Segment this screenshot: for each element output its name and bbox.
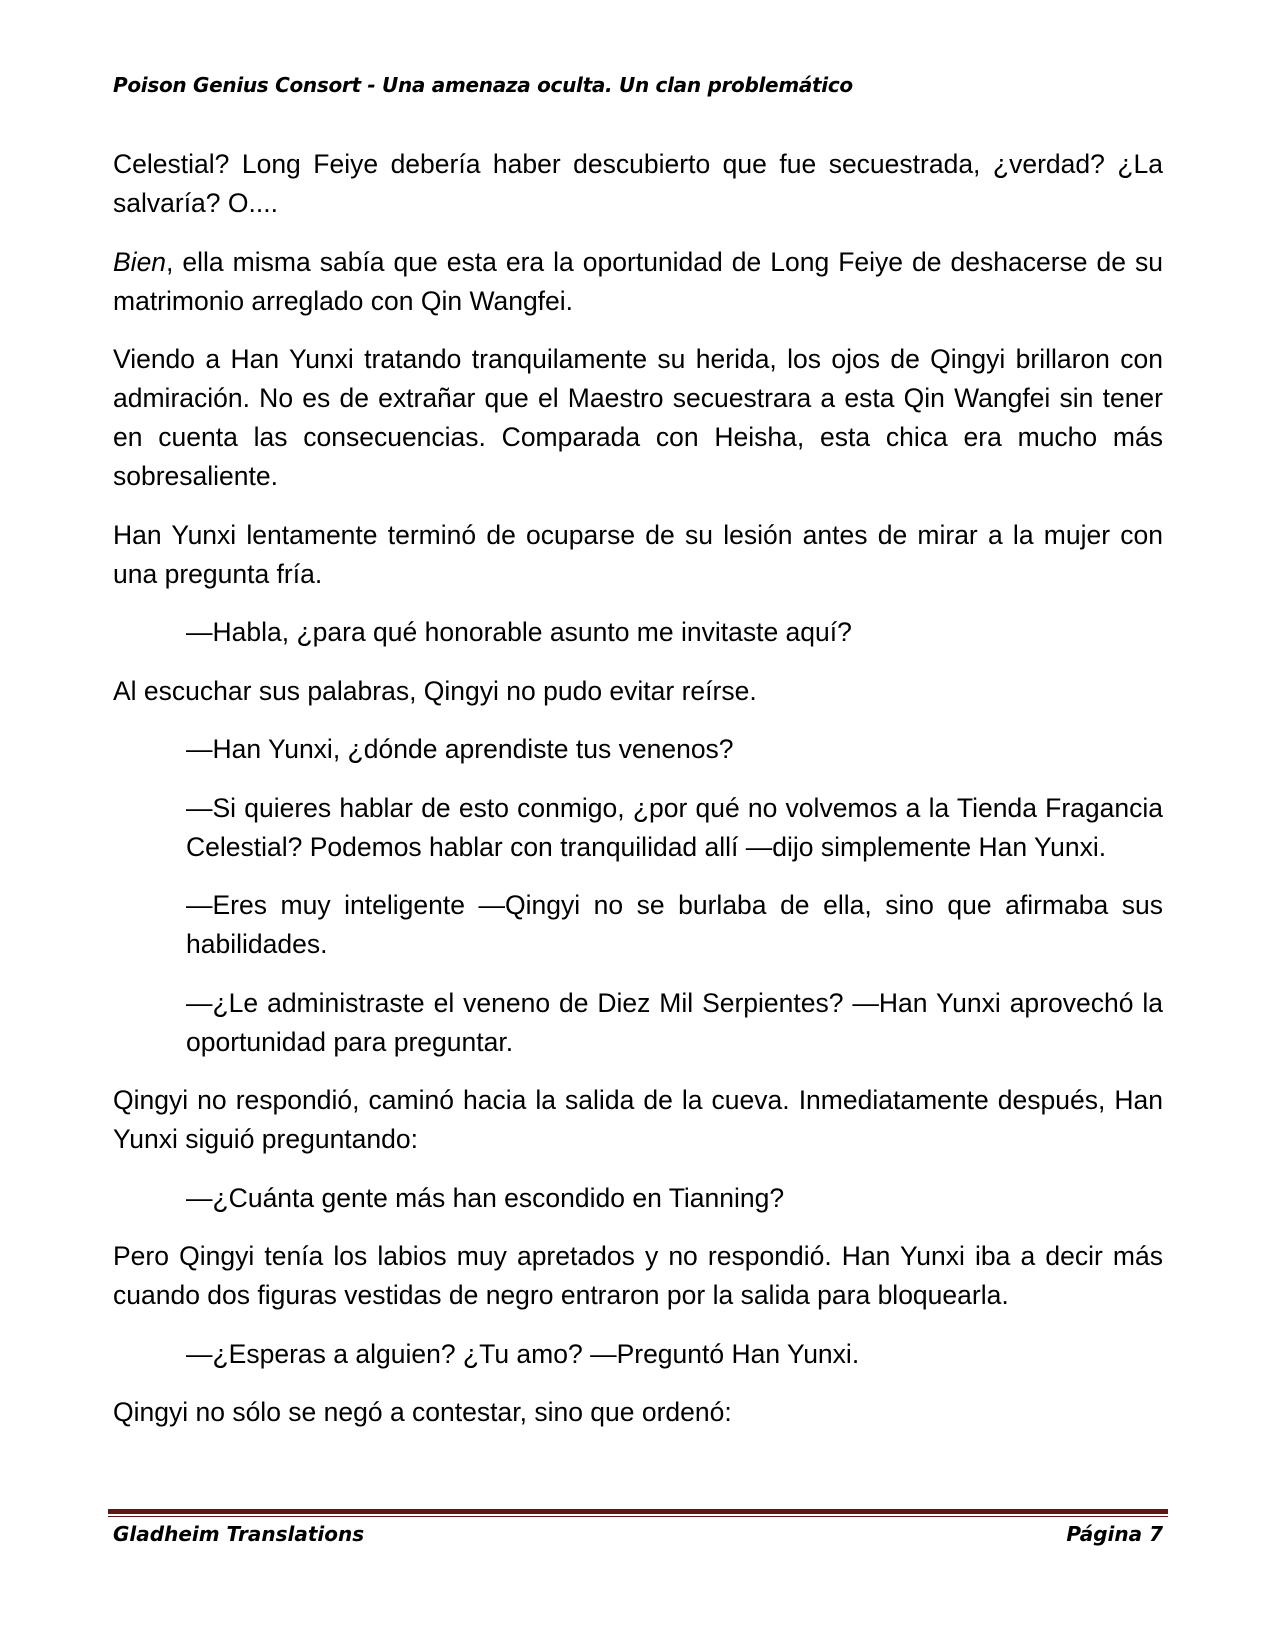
page-number: Página 7 <box>1066 1522 1163 1546</box>
dialogue-line: —Han Yunxi, ¿dónde aprendiste tus venenos? <box>186 734 734 764</box>
document-body <box>113 145 1163 1452</box>
paragraph-text: , ella misma sabía que esta era la oportunidad de Long Feiye de deshacerse de su matrimonio arreglado con Qin Wangfei. <box>113 246 1163 316</box>
dialogue-line: —¿Cuánta gente más han escondido en Tianning? <box>186 1182 785 1213</box>
footer-divider <box>108 1509 1168 1517</box>
footer-divider-thin <box>108 1516 1168 1517</box>
dialogue-line: —Habla, ¿para qué honorable asunto me invitaste aquí? <box>186 617 852 647</box>
paragraph: Qingyi no sólo se negó a contestar, sino que ordenó: <box>113 1397 732 1427</box>
dialogue-line: —Si quieres hablar de esto conmigo, ¿por qué no volvemos a la Tienda Fragancia Celestial? Podemos hablar con tranquilidad allí —dijo simplemente Han Yunxi. <box>186 792 1163 862</box>
footer-publisher: Gladheim Translations <box>113 1522 365 1546</box>
dialogue-line: —Eres muy inteligente —Qingyi no se burlaba de ella, sino que afirmaba sus habilidades. <box>186 890 1163 959</box>
paragraph: Al escuchar sus palabras, Qingyi no pudo evitar reírse. <box>113 675 757 706</box>
paragraph: Viendo a Han Yunxi tratando tranquilamente su herida, los ojos de Qingyi brillaron con admiración. No es de extrañar que el Maestro secuestrara a esta Qin Wangfei sin tener en cuenta las consecuencias. Comparada con Heisha, esta chica era mucho más sobresaliente. <box>113 344 1163 491</box>
paragraph: Pero Qingyi tenía los labios muy apretados y no respondió. Han Yunxi iba a decir más cuando dos figuras vestidas de negro entraron por la salida para bloquearla. <box>113 1241 1163 1310</box>
footer-divider-thick <box>108 1509 1168 1514</box>
dialogue-line: —¿Esperas a alguien? ¿Tu amo? —Preguntó Han Yunxi. <box>186 1338 860 1369</box>
paragraph <box>113 243 1163 321</box>
paragraph: Qingyi no respondió, caminó hacia la salida de la cueva. Inmediatamente después, Han Yunxi siguió preguntando: <box>113 1085 1163 1154</box>
page-footer <box>113 1522 1163 1546</box>
page-header-title: Poison Genius Consort - Una amenaza oculta. Un clan problemático <box>113 73 853 97</box>
dialogue-line: —¿Le administraste el veneno de Diez Mil Serpientes? —Han Yunxi aprovechó la oportunidad para preguntar. <box>186 987 1163 1057</box>
paragraph: Celestial? Long Feiye debería haber descubierto que fue secuestrada, ¿verdad? ¿La salvaría? O.... <box>113 149 1163 218</box>
italic-word: Bien <box>113 246 167 277</box>
paragraph: Han Yunxi lentamente terminó de ocuparse de su lesión antes de mirar a la mujer con una pregunta fría. <box>113 519 1163 589</box>
